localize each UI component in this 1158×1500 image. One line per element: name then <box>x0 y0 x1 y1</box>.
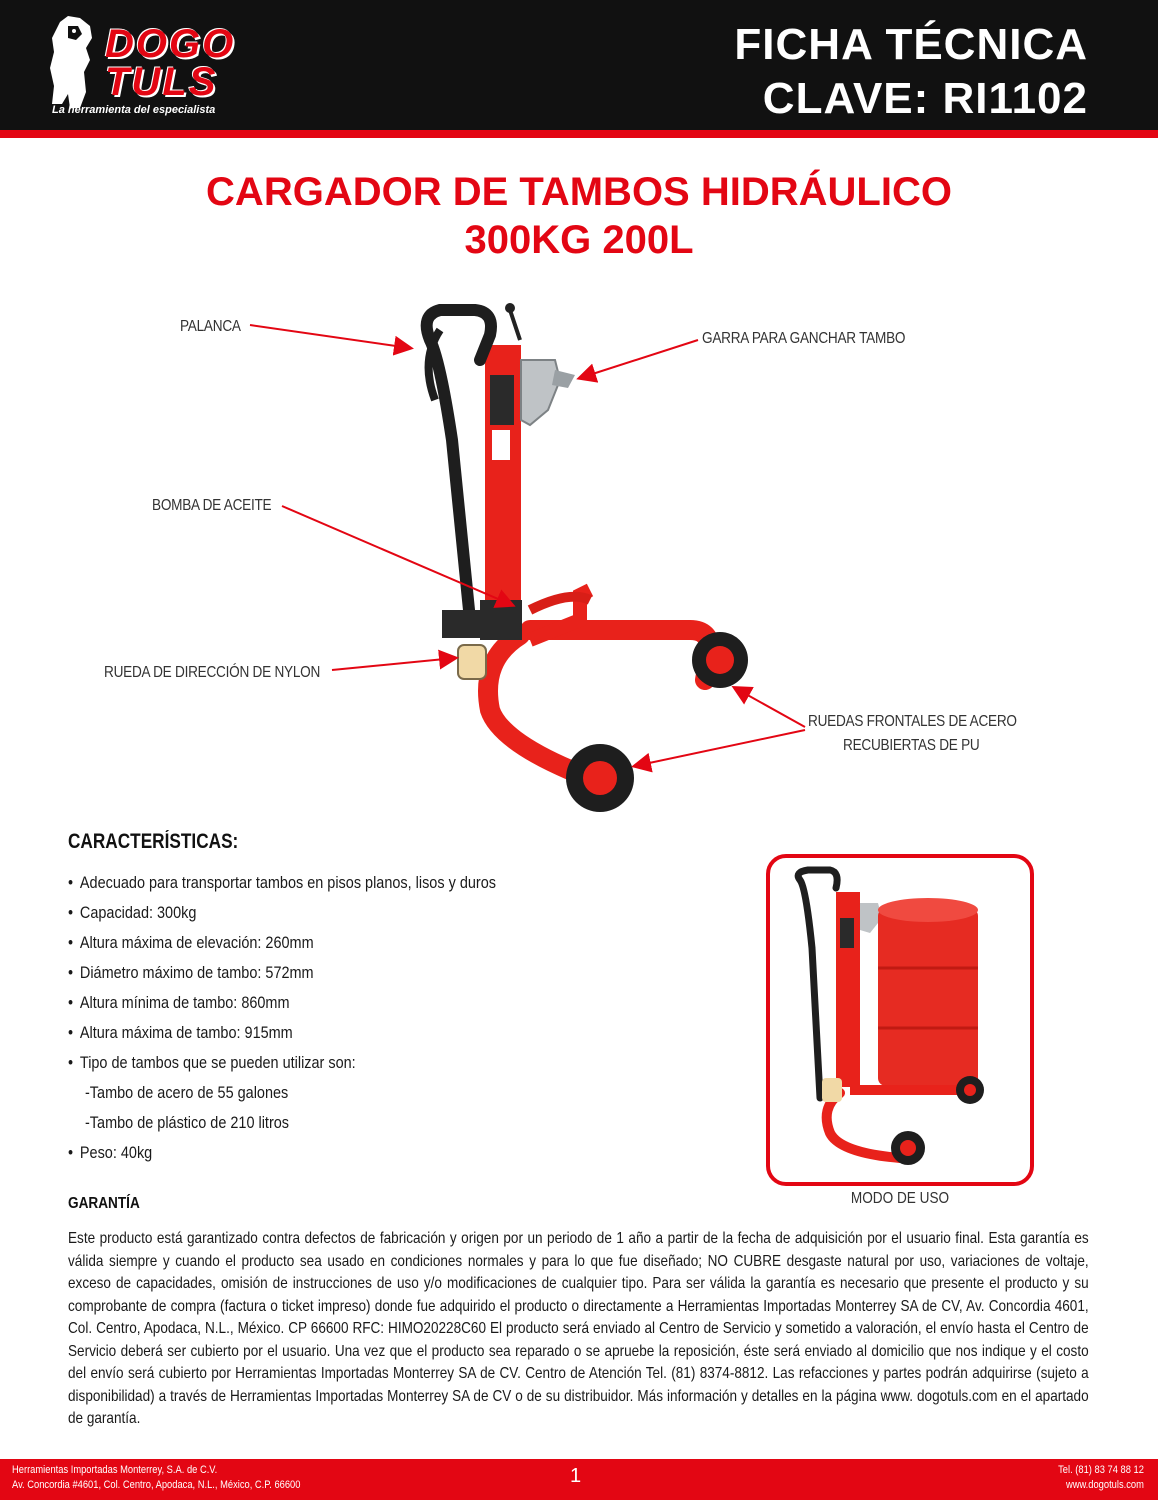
drum-lifter-illustration <box>380 300 780 830</box>
bullet-dot: • <box>68 933 74 952</box>
features-title: CARACTERÍSTICAS: <box>68 830 239 853</box>
warranty-title: GARANTÍA <box>68 1195 140 1212</box>
bullet-dot: • <box>68 963 74 982</box>
dogo-tuls-logo <box>40 10 280 122</box>
page-number: 1 <box>570 1465 582 1487</box>
usage-illustration <box>770 858 1030 1182</box>
bullet-dot: • <box>68 1143 74 1162</box>
sheet-title-line1: FICHA TÉCNICA <box>734 20 1088 69</box>
usage-image-frame <box>766 854 1034 1186</box>
feature-subitem: -Tambo de plástico de 210 litros <box>85 1113 290 1132</box>
dog-logo-icon <box>40 12 110 112</box>
feature-item: • Peso: 40kg <box>68 1138 595 1168</box>
feature-subitem: -Tambo de acero de 55 galones <box>85 1083 289 1102</box>
warranty-text: Este producto está garantizado contra defectos de fabricación y origen por un periodo de 1 año a partir de la fecha de adquisición por el usuario final. Esta garantía es válida siempre y cuando el producto sea usado en condiciones normales y para lo que fue diseñado; NO CUBRE desgaste natural por uso, variaciones de voltaje, exceso de capacidades, omisión de instrucciones de uso y/o modificaciones de cualquier tipo. Para ser válida la garantía es necesario que presente el producto y su comprobante de compra (factura o ticket impreso) donde fue adquirido el producto o directamente a Herramientas Importadas Monterrey SA de CV, Av. Concordia 4601, Col. Centro, Apodaca, N.L., México. CP 66600 RFC: HIMO20228C60 El producto será enviado al Centro de Servicio y sometido a valoración, el envío hasta el Centro de Servicio deberá ser cubierto por el usuario. Una vez que el producto sea reparado o se apruebe la reposición, éste será enviado al domicilio que nos indique y el costo del envío será cubierto por Herramientas Importadas Monterrey SA de CV. Centro de Atención Tel. (81) 8374-8812. Las refacciones y partes podrán adquirirse (sujeto a disponibilidad) a través de Herramientas Importadas Monterrey SA de CV o de su distribuidor. Más información y detalles en la página www. dogotuls.com en el apartado de garantía. <box>68 1230 1089 1427</box>
product-title-line2: 300KG 200L <box>464 218 694 262</box>
bullet-dot: • <box>68 903 74 922</box>
callout-ruedas-frontales-line2: RECUBIERTAS DE PU <box>843 737 980 754</box>
footer-website-link[interactable]: www.dogotuls.com <box>1066 1479 1144 1491</box>
sheet-title <box>734 18 1088 126</box>
footer-company-info <box>12 1463 300 1493</box>
callout-ruedas-frontales-line1: RUEDAS FRONTALES DE ACERO <box>808 713 1017 730</box>
feature-item: • Altura máxima de elevación: 260mm <box>68 928 595 958</box>
usage-caption: MODO DE USO <box>850 1190 950 1207</box>
product-title-line1: CARGADOR DE TAMBOS HIDRÁULICO <box>206 170 952 214</box>
sheet-code: CLAVE: RI1102 <box>762 74 1088 123</box>
footer-address: Av. Concordia #4601, Col. Centro, Apodaca, N.L., México, C.P. 66600 <box>12 1479 301 1491</box>
feature-item: • Altura mínima de tambo: 860mm <box>68 988 595 1018</box>
callout-palanca: PALANCA <box>180 318 241 335</box>
header-red-stripe <box>0 130 1158 138</box>
footer-contact <box>1058 1463 1144 1493</box>
footer-company: Herramientas Importadas Monterrey, S.A. de C.V. <box>12 1464 218 1476</box>
bullet-dot: • <box>68 873 74 892</box>
bullet-dot: • <box>68 1023 74 1042</box>
logo-tagline: La herramienta del especialista <box>52 104 216 116</box>
footer-phone: Tel. (81) 83 74 88 12 <box>1058 1464 1144 1476</box>
callout-rueda-direccion: RUEDA DE DIRECCIÓN DE NYLON <box>104 664 321 681</box>
callout-bomba: BOMBA DE ACEITE <box>152 497 272 514</box>
header-bar <box>0 0 1158 130</box>
bullet-dot: • <box>68 993 74 1012</box>
feature-item: • Diámetro máximo de tambo: 572mm <box>68 958 595 988</box>
bullet-dot: • <box>68 1053 74 1072</box>
footer-bar <box>0 1459 1158 1500</box>
logo-word-tuls: TULS <box>105 60 218 104</box>
feature-item: • Tipo de tambos que se pueden utilizar son: <box>68 1048 595 1078</box>
product-title <box>0 168 1158 264</box>
feature-item: • Capacidad: 300kg <box>68 898 595 928</box>
feature-item: • Altura máxima de tambo: 915mm <box>68 1018 595 1048</box>
logo-word-dogo: DOGO <box>105 22 236 66</box>
callout-garra: GARRA PARA GANCHAR TAMBO <box>702 330 906 347</box>
feature-item: • Adecuado para transportar tambos en pisos planos, lisos y duros <box>68 868 595 898</box>
features-list <box>68 868 688 1168</box>
